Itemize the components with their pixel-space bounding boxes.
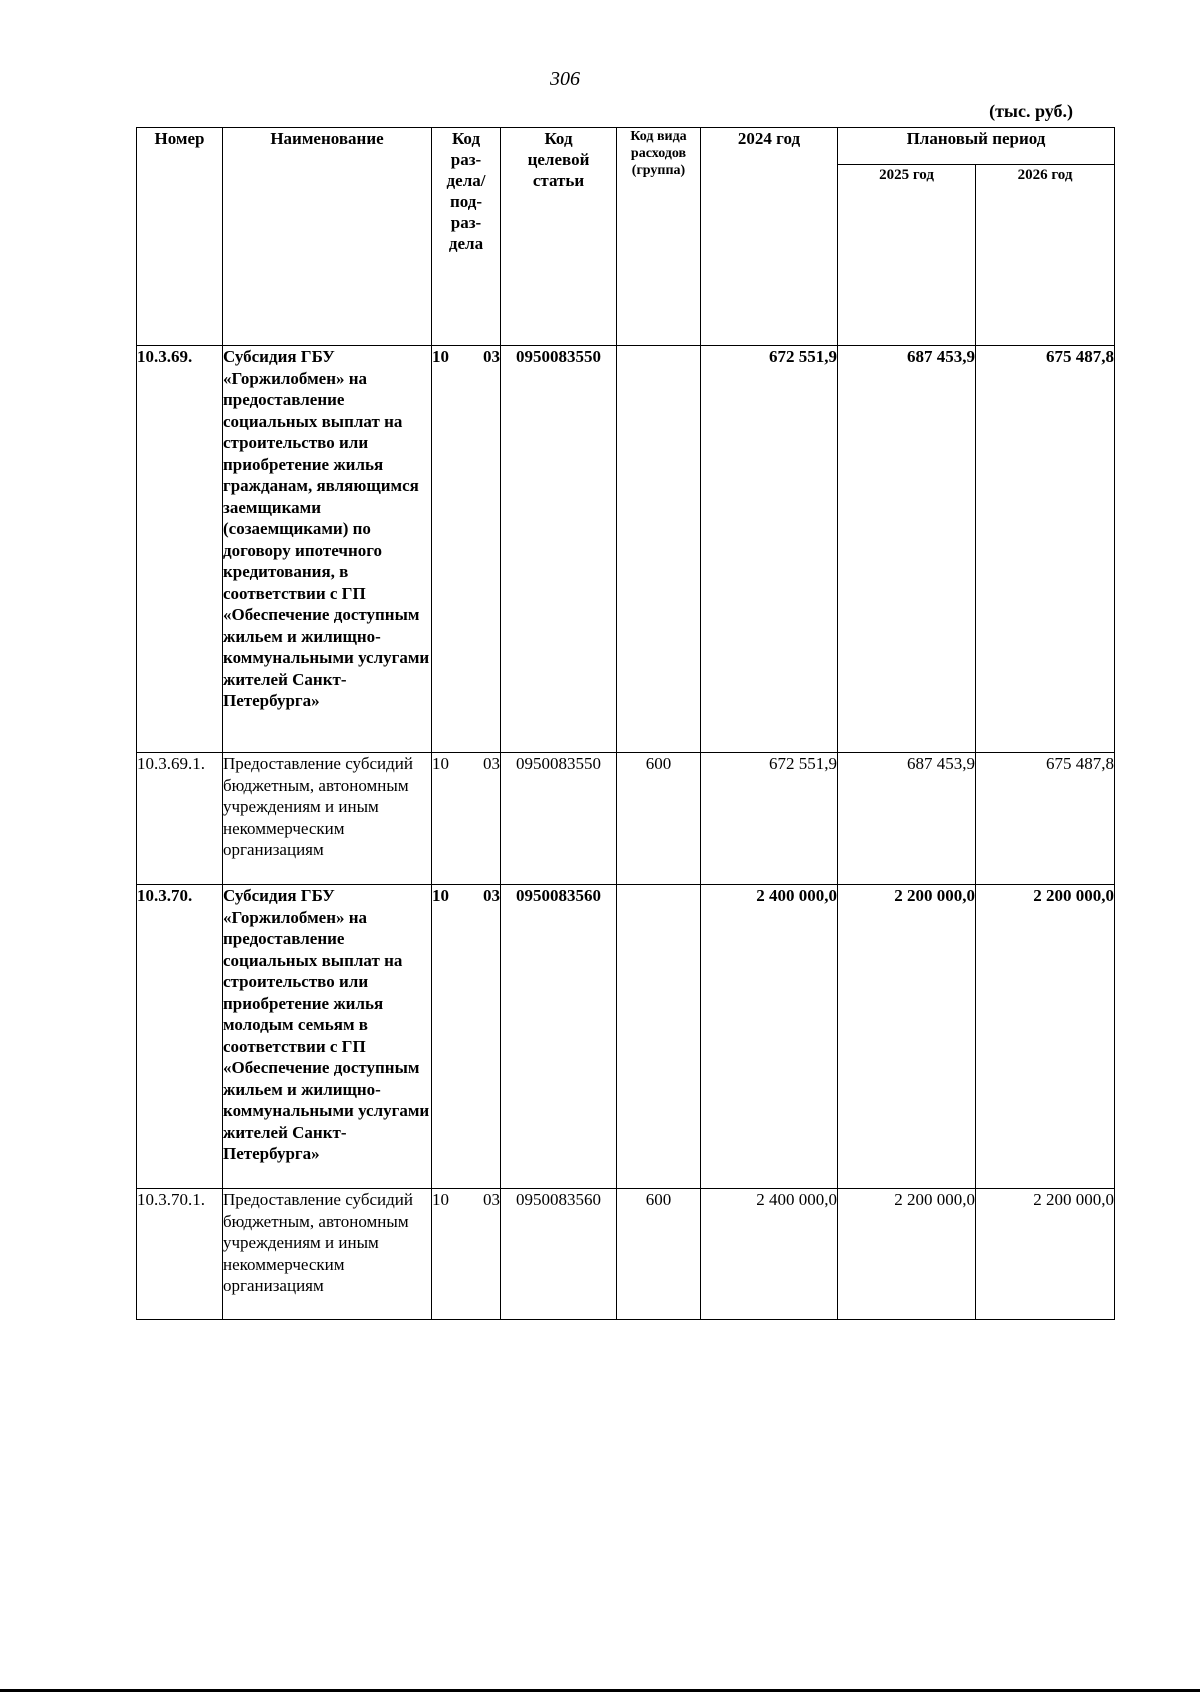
row-name: Субсидия ГБУ «Горжилобмен» на предоставление социальных выплат на строительство или приобретение жилья молодым семьям в соответствии с ГП «Обеспечение доступным жильем и жилищно-коммунальными услугами жителей Санкт-Петербурга» xyxy=(223,885,432,1189)
row-value-2025: 687 453,9 xyxy=(838,346,976,753)
row-value-2025: 687 453,9 xyxy=(838,753,976,885)
header-number: Номер xyxy=(137,128,223,346)
row-value-2024: 2 400 000,0 xyxy=(701,885,838,1189)
table-row xyxy=(137,885,1115,1189)
header-section-code: Код раз-дела/ под-раз-дела xyxy=(432,128,501,346)
row-section-code xyxy=(432,885,501,1189)
row-expense-kind: 600 xyxy=(617,753,701,885)
row-target-code: 0950083560 xyxy=(501,885,617,1189)
row-number: 10.3.70. xyxy=(137,885,223,1189)
table-row xyxy=(137,1189,1115,1320)
table-row xyxy=(137,753,1115,885)
row-value-2026: 675 487,8 xyxy=(976,753,1115,885)
row-subsection: 03 xyxy=(483,754,500,773)
row-section: 10 xyxy=(432,1190,449,1209)
header-year-2024: 2024 год xyxy=(701,128,838,346)
row-expense-kind xyxy=(617,346,701,753)
header-year-2026: 2026 год xyxy=(976,165,1115,346)
row-name: Предоставление субсидий бюджетным, автономным учреждениям и иным некоммерческим организациям xyxy=(223,1189,432,1320)
row-name: Субсидия ГБУ «Горжилобмен» на предоставление социальных выплат на строительство или приобретение жилья гражданам, являющимся заемщиками (созаемщиками) по договору ипотечного кредитования, в соответствии с ГП «Обеспечение доступным жильем и жилищно-коммунальными услугами жителей Санкт-Петербурга» xyxy=(223,346,432,753)
header-year-2025: 2025 год xyxy=(838,165,976,346)
table-row xyxy=(137,346,1115,753)
row-expense-kind: 600 xyxy=(617,1189,701,1320)
row-section-code xyxy=(432,346,501,753)
row-name: Предоставление субсидий бюджетным, автономным учреждениям и иным некоммерческим организациям xyxy=(223,753,432,885)
row-value-2025: 2 200 000,0 xyxy=(838,885,976,1189)
row-target-code: 0950083550 xyxy=(501,346,617,753)
row-value-2026: 2 200 000,0 xyxy=(976,885,1115,1189)
row-section: 10 xyxy=(432,886,449,905)
row-target-code: 0950083560 xyxy=(501,1189,617,1320)
row-value-2026: 2 200 000,0 xyxy=(976,1189,1115,1320)
row-section: 10 xyxy=(432,754,449,773)
row-number: 10.3.69. xyxy=(137,346,223,753)
row-value-2026: 675 487,8 xyxy=(976,346,1115,753)
row-subsection: 03 xyxy=(483,886,500,905)
row-number: 10.3.70.1. xyxy=(137,1189,223,1320)
row-value-2025: 2 200 000,0 xyxy=(838,1189,976,1320)
row-section-code xyxy=(432,753,501,885)
row-target-code: 0950083550 xyxy=(501,753,617,885)
row-value-2024: 672 551,9 xyxy=(701,753,838,885)
row-subsection: 03 xyxy=(483,1190,500,1209)
header-expense-kind: Код вида расходов (группа) xyxy=(617,128,701,346)
page-number: 306 xyxy=(550,68,580,90)
row-expense-kind xyxy=(617,885,701,1189)
budget-table xyxy=(136,127,1115,1320)
row-value-2024: 2 400 000,0 xyxy=(701,1189,838,1320)
row-subsection: 03 xyxy=(483,347,500,366)
header-name: Наименование xyxy=(223,128,432,346)
row-number: 10.3.69.1. xyxy=(137,753,223,885)
units-label: (тыс. руб.) xyxy=(989,101,1073,121)
row-section: 10 xyxy=(432,347,449,366)
row-value-2024: 672 551,9 xyxy=(701,346,838,753)
row-section-code xyxy=(432,1189,501,1320)
header-planned-period: Плановый период xyxy=(838,128,1115,165)
header-target-code: Код целевой статьи xyxy=(501,128,617,346)
